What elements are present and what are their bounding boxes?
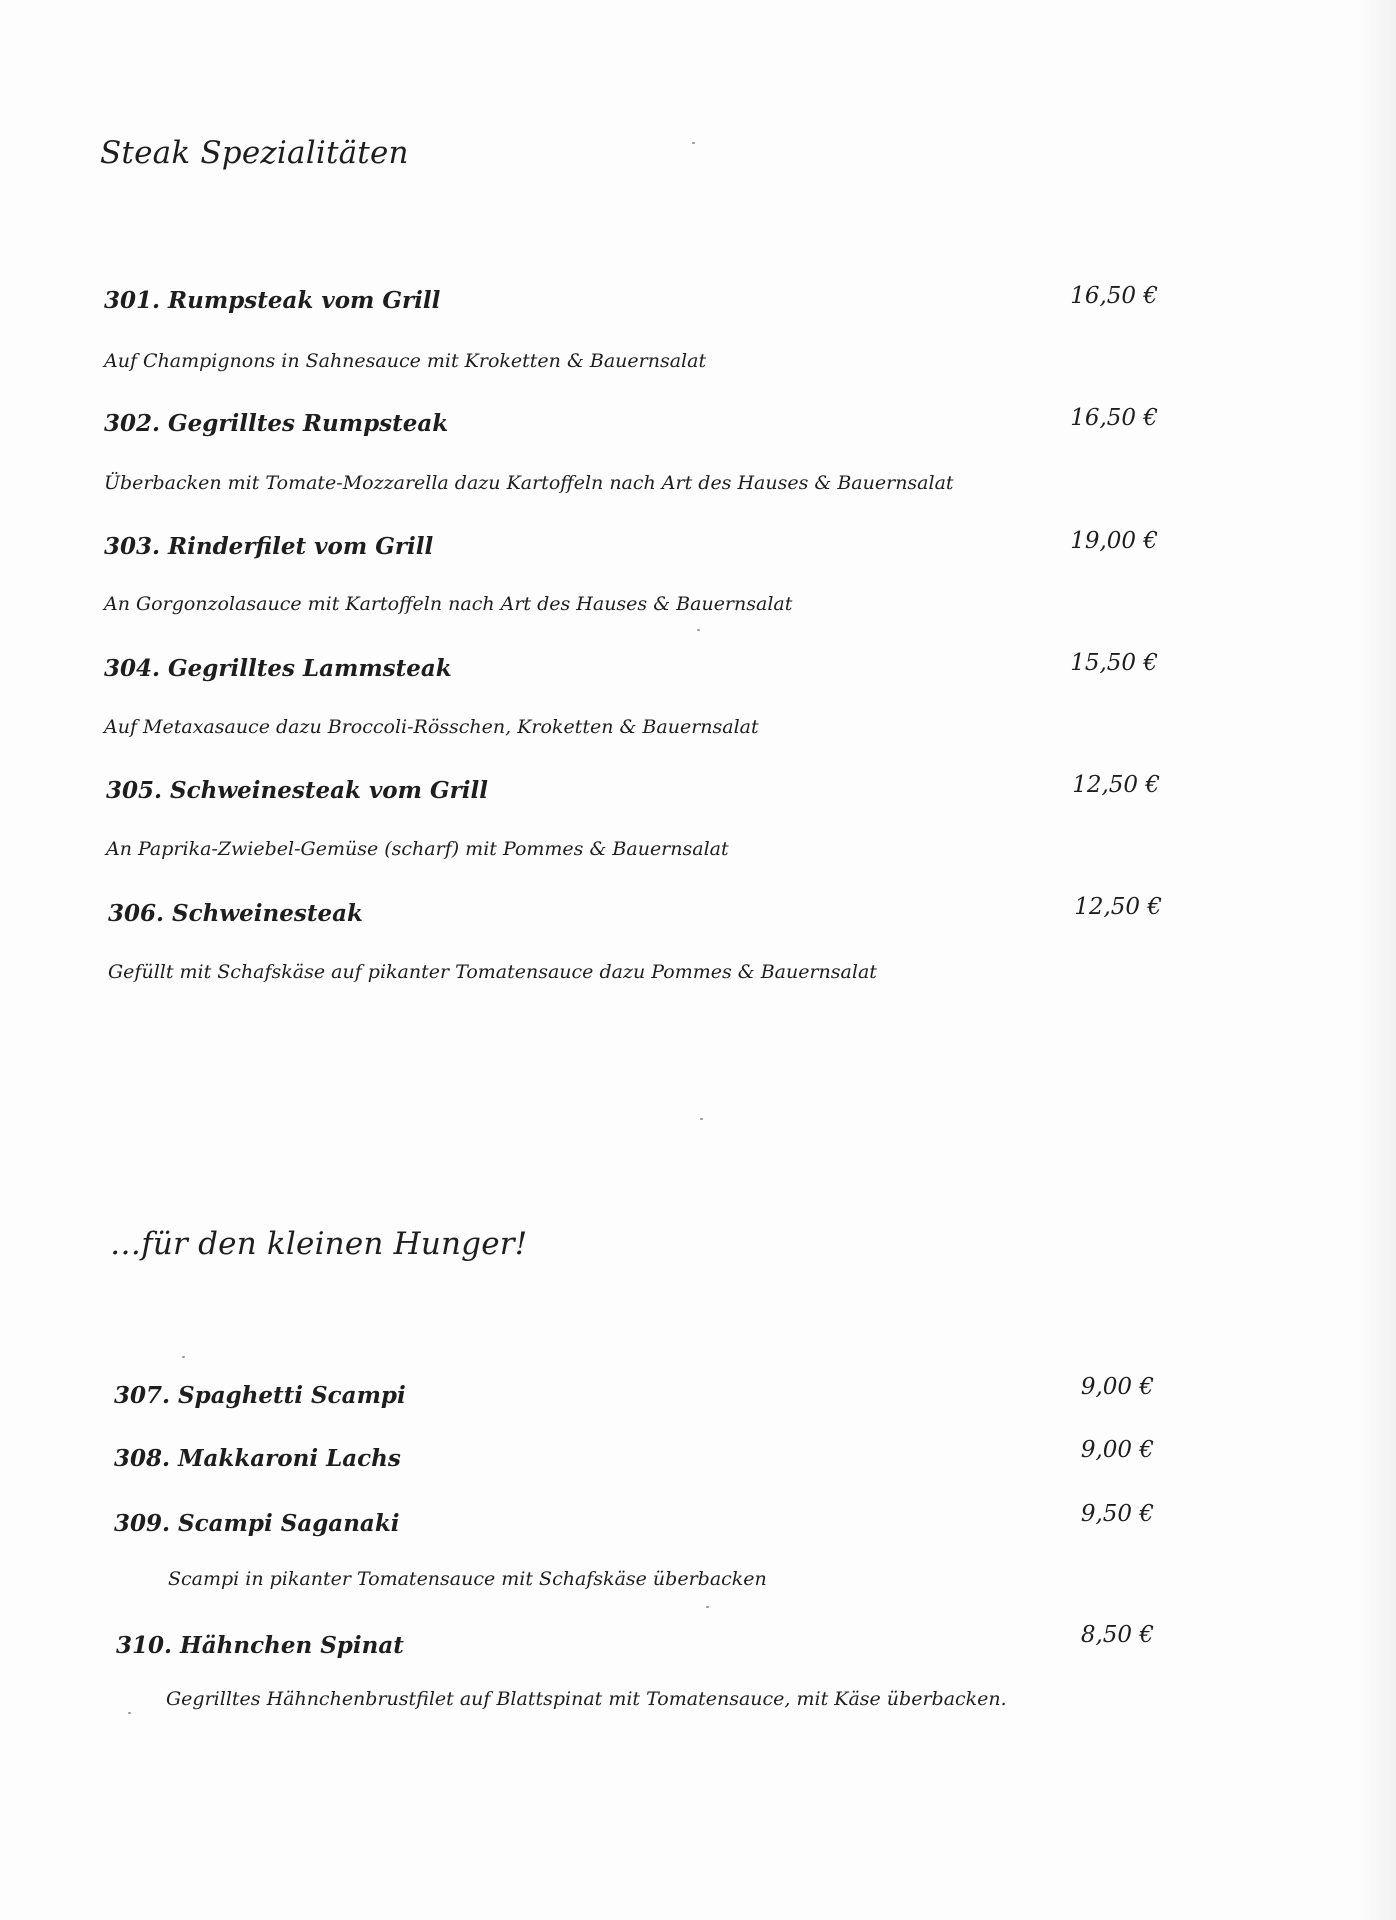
menu-item-price: 9,00 €	[1080, 1437, 1154, 1463]
menu-item-title: 306. Schweinesteak	[108, 900, 363, 927]
menu-item-description: Auf Champignons in Sahnesauce mit Kroketten & Bauernsalat	[104, 350, 707, 372]
scan-speck	[128, 1712, 131, 1714]
menu-item-title: 310. Hähnchen Spinat	[116, 1632, 404, 1659]
scan-speck	[182, 1356, 185, 1358]
menu-item-description: Überbacken mit Tomate-Mozzarella dazu Kartoffeln nach Art des Hauses & Bauernsalat	[104, 472, 954, 494]
scan-speck	[697, 629, 700, 631]
menu-item-title: 304. Gegrilltes Lammsteak	[104, 655, 452, 682]
menu-item-price: 12,50 €	[1072, 772, 1160, 798]
menu-item-price: 15,50 €	[1070, 650, 1158, 676]
page-edge-shadow	[1358, 0, 1396, 1920]
menu-item-description: Gefüllt mit Schafskäse auf pikanter Tomatensauce dazu Pommes & Bauernsalat	[108, 961, 877, 983]
menu-item-description: Scampi in pikanter Tomatensauce mit Schafskäse überbacken	[168, 1568, 767, 1590]
menu-item-price: 16,50 €	[1070, 283, 1158, 309]
scan-speck	[692, 142, 695, 144]
menu-item-price: 12,50 €	[1074, 894, 1162, 920]
menu-item-title: 303. Rinderfilet vom Grill	[104, 533, 434, 560]
menu-item-description: Gegrilltes Hähnchenbrustfilet auf Blattspinat mit Tomatensauce, mit Käse überbacken.	[166, 1688, 1007, 1710]
menu-item-description: An Gorgonzolasauce mit Kartoffeln nach Art des Hauses & Bauernsalat	[104, 593, 793, 615]
menu-item-title: 302. Gegrilltes Rumpsteak	[104, 410, 449, 437]
menu-item-title: 307. Spaghetti Scampi	[114, 1382, 406, 1409]
menu-item-price: 8,50 €	[1080, 1622, 1154, 1648]
menu-item-description: An Paprika-Zwiebel-Gemüse (scharf) mit Pommes & Bauernsalat	[106, 838, 729, 860]
scan-speck	[700, 1118, 703, 1120]
menu-item-title: 309. Scampi Saganaki	[114, 1510, 400, 1537]
menu-item-price: 9,50 €	[1080, 1501, 1154, 1527]
menu-item-price: 19,00 €	[1070, 528, 1158, 554]
menu-item-price: 16,50 €	[1070, 405, 1158, 431]
section-title-steak: Steak Spezialitäten	[100, 135, 409, 171]
menu-item-title: 308. Makkaroni Lachs	[114, 1445, 401, 1472]
menu-item-title: 301. Rumpsteak vom Grill	[104, 287, 441, 314]
menu-item-title: 305. Schweinesteak vom Grill	[106, 777, 488, 804]
scan-speck	[706, 1606, 709, 1608]
section-title-small-hunger: …für den kleinen Hunger!	[110, 1226, 528, 1262]
menu-item-description: Auf Metaxasauce dazu Broccoli-Rösschen, Kroketten & Bauernsalat	[104, 716, 759, 738]
menu-item-price: 9,00 €	[1080, 1374, 1154, 1400]
